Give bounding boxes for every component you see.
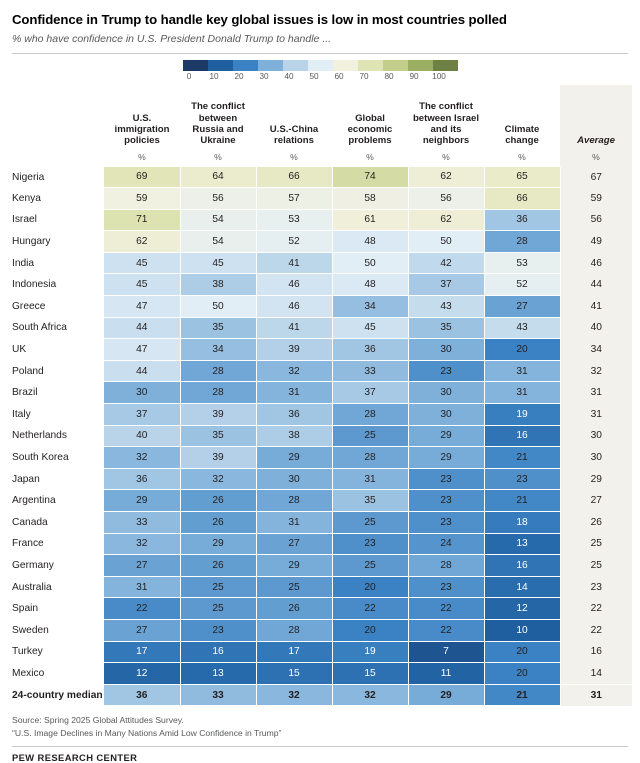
heat-cell: 29 bbox=[408, 425, 484, 447]
heat-cell: 32 bbox=[256, 684, 332, 706]
row-label: Israel bbox=[12, 214, 37, 226]
row-label: Germany bbox=[12, 559, 54, 571]
legend-swatch-3 bbox=[258, 60, 283, 71]
page-subtitle: % who have confidence in U.S. President Donald Trump to handle ... bbox=[12, 32, 332, 45]
heat-cell: 16 bbox=[484, 425, 560, 447]
color-legend bbox=[12, 60, 628, 81]
percent-label-5: % bbox=[518, 151, 526, 162]
average-cell: 16 bbox=[560, 641, 632, 663]
heat-cell: 29 bbox=[408, 447, 484, 469]
heat-cell: 25 bbox=[180, 576, 256, 598]
heat-cell: 18 bbox=[484, 512, 560, 534]
legend-swatch-1 bbox=[208, 60, 233, 71]
average-cell: 59 bbox=[560, 188, 632, 210]
heat-cell: 14 bbox=[484, 576, 560, 598]
legend-tick-0: 0 bbox=[186, 71, 192, 81]
heat-cell: 17 bbox=[256, 641, 332, 663]
table-row bbox=[12, 317, 632, 339]
table-row bbox=[12, 641, 632, 663]
median-row bbox=[12, 684, 632, 706]
heat-cell: 50 bbox=[408, 231, 484, 253]
heat-cell: 25 bbox=[332, 555, 408, 577]
table-row bbox=[12, 447, 632, 469]
heat-cell: 69 bbox=[104, 167, 180, 188]
heat-cell: 28 bbox=[408, 555, 484, 577]
heat-cell: 28 bbox=[256, 490, 332, 512]
heat-cell: 52 bbox=[256, 231, 332, 253]
heat-cell: 31 bbox=[256, 512, 332, 534]
table-row bbox=[12, 512, 632, 534]
legend-swatch-0 bbox=[183, 60, 208, 71]
column-header-0: U.S. immigration policies bbox=[114, 112, 170, 147]
heat-cell: 26 bbox=[180, 555, 256, 577]
legend-tick-5: 50 bbox=[309, 71, 319, 81]
average-cell: 34 bbox=[560, 339, 632, 361]
row-label: Canada bbox=[12, 516, 48, 528]
heat-cell: 29 bbox=[408, 684, 484, 706]
heat-cell: 20 bbox=[332, 576, 408, 598]
heat-cell: 21 bbox=[484, 447, 560, 469]
legend-swatch-2 bbox=[233, 60, 258, 71]
heat-cell: 36 bbox=[256, 404, 332, 426]
heat-cell: 17 bbox=[104, 641, 180, 663]
legend-swatch-5 bbox=[308, 60, 333, 71]
legend-swatch-10 bbox=[433, 60, 458, 71]
heat-cell: 23 bbox=[408, 576, 484, 598]
source-note: Source: Spring 2025 Global Attitudes Survey. bbox=[12, 715, 184, 726]
heat-cell: 27 bbox=[484, 296, 560, 318]
heat-cell: 19 bbox=[484, 404, 560, 426]
table-row bbox=[12, 425, 632, 447]
legend-tick-7: 70 bbox=[359, 71, 369, 81]
heat-cell: 21 bbox=[484, 490, 560, 512]
heat-cell: 16 bbox=[484, 555, 560, 577]
heat-cell: 37 bbox=[408, 274, 484, 296]
heat-cell: 23 bbox=[408, 512, 484, 534]
legend-tick-10: 100 bbox=[432, 71, 446, 81]
average-cell: 27 bbox=[560, 490, 632, 512]
average-cell: 40 bbox=[560, 317, 632, 339]
table-row bbox=[12, 167, 632, 188]
row-label: Kenya bbox=[12, 192, 41, 204]
heat-cell: 12 bbox=[484, 598, 560, 620]
heat-cell: 53 bbox=[484, 252, 560, 274]
heat-cell: 23 bbox=[408, 490, 484, 512]
average-cell: 46 bbox=[560, 252, 632, 274]
column-headers bbox=[12, 85, 632, 150]
table-row bbox=[12, 598, 632, 620]
heat-cell: 43 bbox=[484, 317, 560, 339]
table-body bbox=[12, 167, 632, 706]
heat-cell: 32 bbox=[332, 684, 408, 706]
heat-cell: 40 bbox=[104, 425, 180, 447]
average-cell: 22 bbox=[560, 598, 632, 620]
heat-cell: 42 bbox=[408, 252, 484, 274]
heat-cell: 47 bbox=[104, 296, 180, 318]
heat-cell: 30 bbox=[104, 382, 180, 404]
heat-cell: 10 bbox=[484, 619, 560, 641]
table-row bbox=[12, 209, 632, 231]
heat-cell: 52 bbox=[484, 274, 560, 296]
heat-cell: 25 bbox=[332, 425, 408, 447]
heat-cell: 22 bbox=[408, 598, 484, 620]
heat-cell: 27 bbox=[104, 619, 180, 641]
heat-cell: 44 bbox=[104, 317, 180, 339]
heat-cell: 26 bbox=[256, 598, 332, 620]
average-cell: 31 bbox=[560, 684, 632, 706]
heat-cell: 27 bbox=[256, 533, 332, 555]
row-label: France bbox=[12, 538, 44, 550]
heat-cell: 29 bbox=[104, 490, 180, 512]
footnotes bbox=[12, 714, 628, 739]
heat-cell: 62 bbox=[408, 209, 484, 231]
heat-cell: 48 bbox=[332, 231, 408, 253]
heat-cell: 28 bbox=[332, 447, 408, 469]
heat-cell: 36 bbox=[104, 468, 180, 490]
row-label: 24-country median bbox=[12, 684, 104, 706]
average-cell: 44 bbox=[560, 274, 632, 296]
heat-cell: 23 bbox=[484, 468, 560, 490]
heat-cell: 23 bbox=[180, 619, 256, 641]
legend-swatch-8 bbox=[383, 60, 408, 71]
row-label: Greece bbox=[12, 300, 46, 312]
legend-tick-1: 10 bbox=[209, 71, 219, 81]
heat-cell: 34 bbox=[180, 339, 256, 361]
average-cell: 25 bbox=[560, 555, 632, 577]
legend-tick-6: 60 bbox=[334, 71, 344, 81]
column-header-3: Global economic problems bbox=[347, 112, 393, 147]
row-label: Netherlands bbox=[12, 430, 67, 442]
row-label: Spain bbox=[12, 603, 39, 615]
heat-cell: 15 bbox=[332, 663, 408, 685]
legend-swatch-7 bbox=[358, 60, 383, 71]
legend-tick-labels bbox=[177, 72, 458, 81]
heat-cell: 31 bbox=[256, 382, 332, 404]
legend-tick-4: 40 bbox=[284, 71, 294, 81]
heat-cell: 46 bbox=[256, 274, 332, 296]
heat-cell: 58 bbox=[332, 188, 408, 210]
average-cell: 32 bbox=[560, 360, 632, 382]
percent-blank bbox=[12, 150, 104, 167]
heat-cell: 15 bbox=[256, 663, 332, 685]
heat-cell: 31 bbox=[484, 360, 560, 382]
heat-cell: 36 bbox=[332, 339, 408, 361]
percent-subheaders bbox=[12, 150, 632, 167]
row-label: Indonesia bbox=[12, 279, 57, 291]
heat-cell: 28 bbox=[256, 619, 332, 641]
column-header-5: Climate change bbox=[504, 123, 540, 147]
heat-cell: 59 bbox=[104, 188, 180, 210]
heat-cell: 74 bbox=[332, 167, 408, 188]
legend-swatch-4 bbox=[283, 60, 308, 71]
heat-cell: 22 bbox=[104, 598, 180, 620]
heat-cell: 38 bbox=[256, 425, 332, 447]
heat-cell: 35 bbox=[180, 425, 256, 447]
row-label: Hungary bbox=[12, 236, 51, 248]
heat-cell: 71 bbox=[104, 209, 180, 231]
legend-tick-2: 20 bbox=[234, 71, 244, 81]
heat-cell: 31 bbox=[332, 468, 408, 490]
heat-cell: 29 bbox=[180, 533, 256, 555]
heat-cell: 50 bbox=[180, 296, 256, 318]
heat-cell: 62 bbox=[408, 167, 484, 188]
heat-cell: 45 bbox=[104, 274, 180, 296]
heat-cell: 33 bbox=[104, 512, 180, 534]
column-header-4: The conflict between Israel and its neighbors bbox=[412, 101, 480, 147]
table-row bbox=[12, 468, 632, 490]
heat-cell: 35 bbox=[180, 317, 256, 339]
heat-cell: 20 bbox=[484, 641, 560, 663]
average-cell: 22 bbox=[560, 619, 632, 641]
divider-bottom bbox=[12, 746, 628, 747]
heat-cell: 33 bbox=[332, 360, 408, 382]
heat-cell: 20 bbox=[484, 339, 560, 361]
average-cell: 31 bbox=[560, 382, 632, 404]
heat-cell: 34 bbox=[332, 296, 408, 318]
percent-label-4: % bbox=[442, 151, 450, 162]
heat-cell: 33 bbox=[180, 684, 256, 706]
heat-cell: 28 bbox=[332, 404, 408, 426]
heat-cell: 47 bbox=[104, 339, 180, 361]
table-row bbox=[12, 404, 632, 426]
heat-cell: 62 bbox=[104, 231, 180, 253]
heat-cell: 35 bbox=[332, 490, 408, 512]
table-row bbox=[12, 619, 632, 641]
heat-cell: 36 bbox=[484, 209, 560, 231]
heat-cell: 16 bbox=[180, 641, 256, 663]
column-header-1: The conflict between Russia and Ukraine bbox=[191, 101, 245, 147]
heat-cell: 43 bbox=[408, 296, 484, 318]
heat-cell: 32 bbox=[180, 468, 256, 490]
heat-cell: 50 bbox=[332, 252, 408, 274]
heat-cell: 39 bbox=[256, 339, 332, 361]
heatmap-table bbox=[12, 85, 632, 707]
heat-cell: 66 bbox=[256, 167, 332, 188]
heat-cell: 39 bbox=[180, 404, 256, 426]
heat-cell: 31 bbox=[484, 382, 560, 404]
brand-label: PEW RESEARCH CENTER bbox=[12, 752, 138, 763]
heat-cell: 54 bbox=[180, 231, 256, 253]
heat-cell: 37 bbox=[332, 382, 408, 404]
row-label: Poland bbox=[12, 365, 44, 377]
heat-cell: 31 bbox=[104, 576, 180, 598]
table-row bbox=[12, 252, 632, 274]
average-cell: 56 bbox=[560, 209, 632, 231]
heat-cell: 23 bbox=[332, 533, 408, 555]
heat-cell: 54 bbox=[180, 209, 256, 231]
table-row bbox=[12, 576, 632, 598]
table-row bbox=[12, 555, 632, 577]
average-cell: 41 bbox=[560, 296, 632, 318]
average-cell: 49 bbox=[560, 231, 632, 253]
heat-cell: 7 bbox=[408, 641, 484, 663]
legend-tick-8: 80 bbox=[384, 71, 394, 81]
heat-cell: 30 bbox=[256, 468, 332, 490]
average-cell: 23 bbox=[560, 576, 632, 598]
table-header bbox=[12, 85, 632, 167]
column-header-average: Average bbox=[560, 85, 632, 150]
heat-cell: 45 bbox=[332, 317, 408, 339]
heat-cell: 13 bbox=[484, 533, 560, 555]
legend-swatch-9 bbox=[408, 60, 433, 71]
heat-cell: 32 bbox=[104, 447, 180, 469]
row-label: Argentina bbox=[12, 495, 56, 507]
heat-cell: 19 bbox=[332, 641, 408, 663]
percent-label-3: % bbox=[366, 151, 374, 162]
heat-cell: 23 bbox=[408, 360, 484, 382]
row-label: Australia bbox=[12, 581, 52, 593]
heat-cell: 13 bbox=[180, 663, 256, 685]
heat-cell: 29 bbox=[256, 447, 332, 469]
heat-cell: 28 bbox=[484, 231, 560, 253]
average-cell: 14 bbox=[560, 663, 632, 685]
heat-cell: 22 bbox=[332, 598, 408, 620]
row-label: Mexico bbox=[12, 667, 45, 679]
row-label: Turkey bbox=[12, 646, 43, 658]
heat-cell: 27 bbox=[104, 555, 180, 577]
row-label: India bbox=[12, 257, 35, 269]
table-row bbox=[12, 188, 632, 210]
percent-label-2: % bbox=[290, 151, 298, 162]
heat-cell: 64 bbox=[180, 167, 256, 188]
divider-top bbox=[12, 53, 628, 54]
average-cell: 26 bbox=[560, 512, 632, 534]
heat-cell: 25 bbox=[332, 512, 408, 534]
heat-cell: 21 bbox=[484, 684, 560, 706]
average-cell: 30 bbox=[560, 425, 632, 447]
row-label: Japan bbox=[12, 473, 40, 485]
heat-cell: 46 bbox=[256, 296, 332, 318]
heat-cell: 29 bbox=[256, 555, 332, 577]
heat-cell: 41 bbox=[256, 317, 332, 339]
heat-cell: 66 bbox=[484, 188, 560, 210]
heat-cell: 65 bbox=[484, 167, 560, 188]
percent-label-average: % bbox=[560, 150, 632, 167]
heat-cell: 61 bbox=[332, 209, 408, 231]
row-label: Italy bbox=[12, 408, 31, 420]
percent-label-1: % bbox=[214, 151, 222, 162]
table-row bbox=[12, 274, 632, 296]
table-row bbox=[12, 663, 632, 685]
page-title: Confidence in Trump to handle key global issues is low in most countries polled bbox=[12, 12, 507, 27]
report-note: “U.S. Image Declines in Many Nations Amid Low Confidence in Trump” bbox=[12, 727, 282, 738]
heat-cell: 25 bbox=[180, 598, 256, 620]
heat-cell: 35 bbox=[408, 317, 484, 339]
average-cell: 31 bbox=[560, 404, 632, 426]
legend-swatches bbox=[183, 60, 458, 71]
heat-cell: 20 bbox=[484, 663, 560, 685]
table-row bbox=[12, 296, 632, 318]
country-column-header bbox=[12, 85, 104, 150]
table-row bbox=[12, 533, 632, 555]
heat-cell: 45 bbox=[104, 252, 180, 274]
row-label: Nigeria bbox=[12, 171, 45, 183]
average-cell: 67 bbox=[560, 167, 632, 188]
heat-cell: 22 bbox=[408, 619, 484, 641]
heat-cell: 48 bbox=[332, 274, 408, 296]
heat-cell: 56 bbox=[408, 188, 484, 210]
heat-cell: 30 bbox=[408, 382, 484, 404]
heat-cell: 25 bbox=[256, 576, 332, 598]
row-label: Sweden bbox=[12, 624, 49, 636]
row-label: South Africa bbox=[12, 322, 67, 334]
heat-cell: 32 bbox=[104, 533, 180, 555]
heat-cell: 24 bbox=[408, 533, 484, 555]
heat-cell: 30 bbox=[408, 339, 484, 361]
heat-cell: 38 bbox=[180, 274, 256, 296]
heat-cell: 12 bbox=[104, 663, 180, 685]
percent-label-0: % bbox=[138, 151, 146, 162]
heat-cell: 53 bbox=[256, 209, 332, 231]
heat-cell: 23 bbox=[408, 468, 484, 490]
heat-cell: 37 bbox=[104, 404, 180, 426]
table-row bbox=[12, 231, 632, 253]
heat-cell: 41 bbox=[256, 252, 332, 274]
heat-cell: 20 bbox=[332, 619, 408, 641]
average-cell: 30 bbox=[560, 447, 632, 469]
heat-cell: 32 bbox=[256, 360, 332, 382]
legend-tick-9: 90 bbox=[409, 71, 419, 81]
heat-cell: 11 bbox=[408, 663, 484, 685]
row-label: UK bbox=[12, 344, 27, 356]
heat-cell: 39 bbox=[180, 447, 256, 469]
heat-cell: 44 bbox=[104, 360, 180, 382]
heat-cell: 28 bbox=[180, 360, 256, 382]
heat-cell: 36 bbox=[104, 684, 180, 706]
legend-swatch-6 bbox=[333, 60, 358, 71]
heat-cell: 30 bbox=[408, 404, 484, 426]
column-header-2: U.S.-China relations bbox=[269, 123, 319, 147]
table-row bbox=[12, 339, 632, 361]
row-label: Brazil bbox=[12, 387, 38, 399]
legend-tick-3: 30 bbox=[259, 71, 269, 81]
heat-cell: 57 bbox=[256, 188, 332, 210]
table-row bbox=[12, 490, 632, 512]
heat-cell: 28 bbox=[180, 382, 256, 404]
heat-cell: 56 bbox=[180, 188, 256, 210]
average-cell: 29 bbox=[560, 468, 632, 490]
heat-cell: 26 bbox=[180, 490, 256, 512]
heat-cell: 45 bbox=[180, 252, 256, 274]
average-cell: 25 bbox=[560, 533, 632, 555]
table-row bbox=[12, 360, 632, 382]
table-row bbox=[12, 382, 632, 404]
row-label: South Korea bbox=[12, 452, 69, 464]
heat-cell: 26 bbox=[180, 512, 256, 534]
